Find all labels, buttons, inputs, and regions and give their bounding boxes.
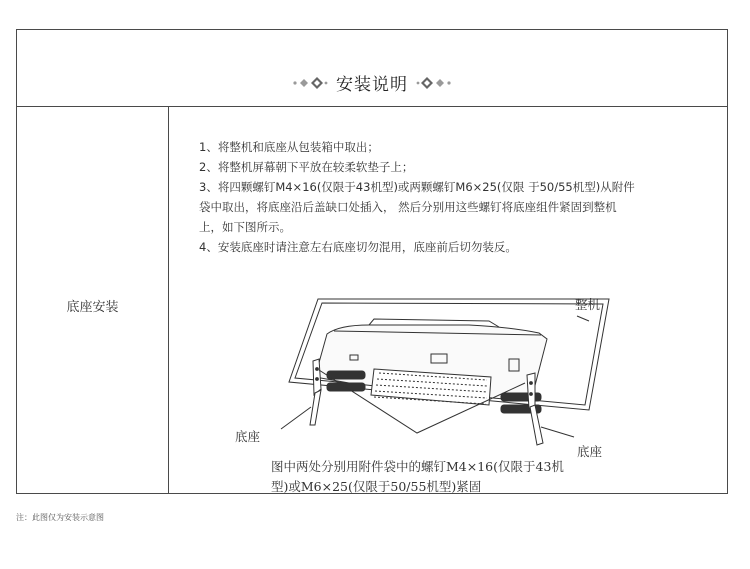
diagram-caption: 图中两处分别用附件袋中的螺钉M4×16(仅限于43机型)或M6×25(仅限于50/55机型)紧固 — [271, 459, 564, 494]
step-item: 3、将四颗螺钉M4×16(仅限于43机型)或两颗螺钉M6×25(仅限 于50/55机型)从附件袋中取出，将底座沿后盖缺口处插入， 然后分别用这些螺钉将底座组件紧固到整机上，如下图所示。 — [199, 180, 635, 234]
left-base-label: 底座 — [235, 429, 261, 444]
step-item: 4、安装底座时请注意左右底座切勿混用，底座前后切勿装反。 — [199, 240, 517, 254]
instruction-table — [16, 29, 728, 494]
step-item: 1、将整机和底座从包装箱中取出； — [199, 140, 379, 154]
tv-label: 整机 — [575, 297, 601, 312]
row-label: 底座安装 — [66, 300, 119, 315]
title-row — [17, 30, 727, 107]
row-label-cell — [17, 107, 169, 493]
right-base-label: 底座 — [577, 444, 603, 459]
right-ornament-icon — [416, 77, 452, 89]
page-title: 安装说明 — [336, 75, 408, 95]
row-content-cell — [169, 107, 727, 493]
title-wrap — [17, 70, 727, 95]
left-ornament-icon — [292, 77, 328, 89]
step-item: 2、将整机屏幕朝下平放在较柔软垫子上； — [199, 160, 414, 174]
footnote: 注：此图仅为安装示意图 — [16, 513, 104, 522]
